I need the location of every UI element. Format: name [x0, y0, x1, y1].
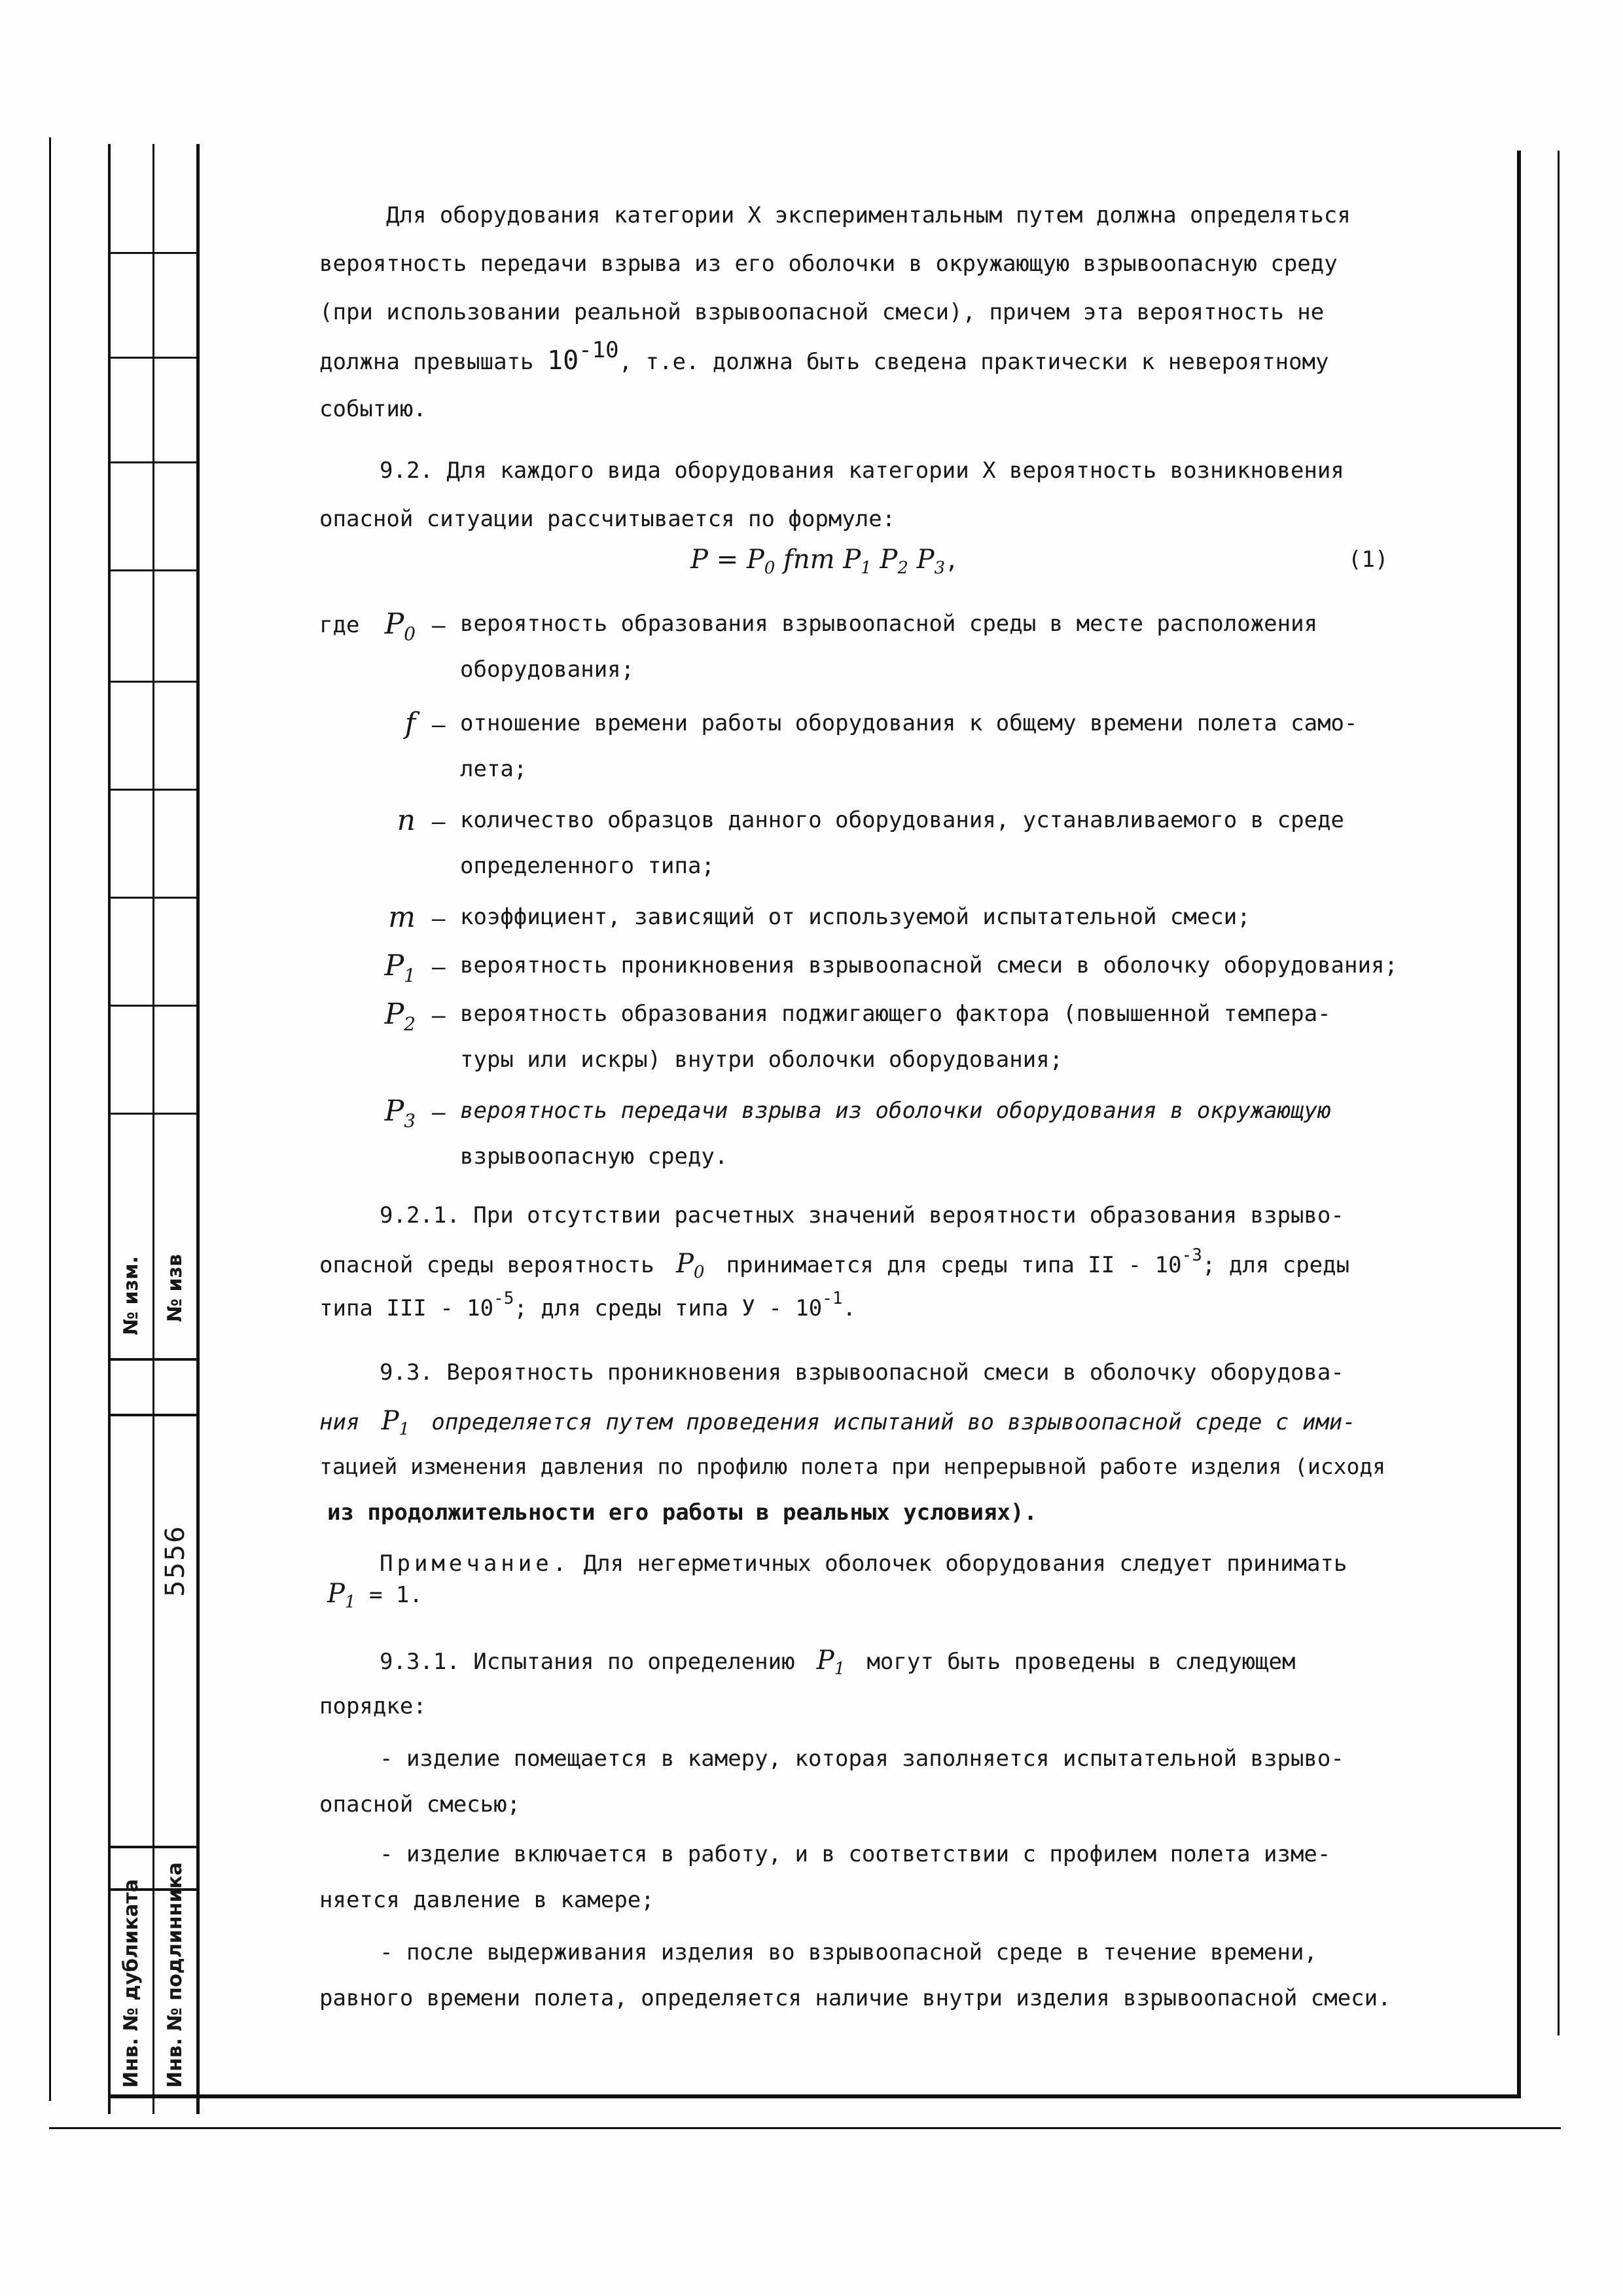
definition-line: оборудования; [460, 656, 635, 683]
definition-line: коэффициент, зависящий от используемой испытательной смеси; [460, 904, 1251, 930]
s921-exp-1: -3 [1181, 1246, 1202, 1265]
stamp-grid-line [108, 1846, 200, 1848]
frame-left-outer [49, 137, 51, 2101]
stamp-grid-line [108, 1358, 200, 1361]
intro-line-3: (при использовании реальной взрывоопасной смеси), причем эта вероятность не [319, 299, 1325, 325]
definition-symbol [363, 949, 416, 986]
definition-dash: – [432, 809, 446, 835]
definition-symbol-sub: 3 [404, 1110, 416, 1132]
note-symbol-p1: $P_1$ [327, 1579, 356, 1612]
stamp-inv-duplicate: Инв. № дубликата [120, 1878, 143, 2088]
s921-text-c: ; для среды [1202, 1252, 1350, 1278]
definition-line: взрывоопасную среду. [460, 1143, 728, 1170]
definition-symbol [363, 1094, 416, 1132]
formula-number: (1) [1348, 547, 1389, 573]
definition-symbol-letter: P [384, 949, 404, 982]
formula-tail: , [945, 548, 959, 574]
s931-line-1 [380, 1636, 1295, 1693]
definition-line: отношение времени работы оборудования к общему времени полета само- [460, 710, 1358, 736]
definition-symbol-letter: P [384, 1094, 404, 1128]
s931-text-a: 9.3.1. Испытания по определению [380, 1649, 795, 1675]
intro-power-base: 10 [547, 346, 579, 376]
definition-symbol-sub: 1 [404, 965, 416, 986]
s921-exp-3: -1 [822, 1289, 843, 1308]
stamp-change-no: № изм. [120, 1256, 143, 1335]
s931-line-2: порядке: [319, 1693, 427, 1719]
definition-symbol-letter: P [384, 997, 404, 1031]
stamp-grid-line [108, 681, 200, 683]
stamp-grid-line [108, 1113, 200, 1115]
formula-1 [690, 535, 959, 592]
intro-power-exp: -10 [579, 337, 619, 363]
s921-text-b: принимается для среды типа II - 10 [726, 1252, 1182, 1278]
stamp-notice-no: № изв [164, 1254, 187, 1322]
s921-text-d: типа III - 10 [319, 1295, 494, 1321]
s921-line-1: 9.2.1. При отсутствии расчетных значений вероятности образования взрыво- [380, 1202, 1344, 1229]
definition-symbol-sub: 2 [404, 1013, 416, 1035]
bullet-3-line-2: равного времени полета, определяется наличие внутри изделия взрывоопасной смеси. [319, 1985, 1391, 2011]
definition-symbol-letter: m [388, 901, 416, 934]
definition-dash: – [432, 1003, 446, 1029]
note-symbol-sub: 1 [344, 1592, 356, 1612]
frame-right [1517, 151, 1521, 2098]
formula-sub-0: 0 [764, 558, 776, 578]
frame-left-inner [196, 144, 200, 2114]
definition-symbol [363, 901, 416, 934]
intro-line-4 [319, 336, 1329, 386]
definition-line: вероятность проникновения взрывоопасной смеси в оболочку оборудования; [460, 952, 1398, 978]
formula-lhs: $P = P_0$ fnm $P_1$ $P_2$ $P_3$ [690, 545, 946, 578]
bullet-1-line-1: - изделие помещается в камеру, которая заполняется испытательной взрыво- [380, 1746, 1344, 1772]
definition-dash: – [432, 906, 446, 932]
formula-sub-1: 1 [861, 558, 872, 578]
definition-line: вероятность образования взрывоопасной среды в месте расположения [460, 611, 1318, 637]
s921-text-f: . [842, 1295, 857, 1321]
s921-text-e: ; для среды типа У - 10 [514, 1295, 823, 1321]
definition-symbol [363, 804, 416, 837]
intro-text: должна превышать [319, 349, 534, 375]
stamp-grid-line [108, 357, 200, 359]
s93-text-a: ния [319, 1409, 360, 1435]
stamp-grid-line [108, 789, 200, 791]
bullet-2-line-2: няется давление в камере; [319, 1887, 654, 1913]
definition-dash: – [432, 1100, 446, 1126]
s93-symbol-sub: 1 [399, 1420, 410, 1439]
s93-text-b: определяется путем проведения испытаний во взрывоопасной среде с ими- [431, 1409, 1356, 1435]
s93-line-3: тацией изменения давления по профилю полета при непрерывной работе изделия (исходя [319, 1454, 1386, 1479]
bullet-1-line-2: опасной смесью; [319, 1791, 521, 1818]
stamp-grid-line [108, 1414, 200, 1416]
bullet-3-line-1: - после выдерживания изделия во взрывоопасной среде в течение времени, [380, 1939, 1317, 1965]
note-text: Для негерметичных оболочек оборудования следует принимать [583, 1551, 1347, 1577]
stamp-grid-line [108, 1005, 200, 1007]
s92-line-1: 9.2. Для каждого вида оборудования категории X вероятность возникновения [380, 457, 1344, 484]
intro-line-2: вероятность передачи взрыва из его оболочки в окружающую взрывоопасную среду [319, 251, 1338, 277]
bullet-2-line-1: - изделие включается в работу, и в соответствии с профилем полета изме- [380, 1841, 1331, 1867]
where-label: где [319, 612, 360, 638]
definition-line: туры или искры) внутри оболочки оборудования; [460, 1047, 1063, 1073]
definition-line: количество образцов данного оборудования, устанавливаемого в среде [460, 807, 1345, 833]
s93-line-1: 9.3. Вероятность проникновения взрывоопасной смеси в оболочку оборудова- [380, 1359, 1344, 1386]
intro-line-5: событию. [319, 396, 427, 422]
stamp-grid-line [108, 569, 200, 571]
definition-symbol [363, 607, 416, 645]
definition-line: вероятность передачи взрыва из оболочки оборудования в окружающую [460, 1098, 1331, 1124]
definition-symbol-letter: f [404, 707, 416, 740]
stamp-number: 5556 [160, 1525, 190, 1597]
definition-symbol [363, 707, 416, 740]
s921-line-3 [319, 1284, 856, 1333]
definition-symbol-letter: P [384, 607, 404, 641]
s921-symbol-p0: $P_0$ [668, 1249, 705, 1282]
s931-symbol-sub: 1 [834, 1659, 846, 1679]
frame-right-outer [1558, 151, 1560, 2036]
formula-mid: fnm P [775, 545, 861, 575]
stamp-inv-original: Инв. № подлинника [164, 1862, 187, 2088]
definition-dash: – [432, 954, 446, 980]
note-line-1 [380, 1539, 1347, 1588]
note-label: Примечание. [380, 1551, 571, 1577]
s921-exp-2: -5 [493, 1289, 514, 1308]
intro-line-1: Для оборудования категории X экспериментальным путем должна определяться [386, 202, 1351, 228]
s92-line-2: опасной ситуации рассчитывается по формуле: [319, 506, 896, 532]
s931-text-b: могут быть проведены в следующем [866, 1649, 1296, 1675]
s921-text-a: опасной среды вероятность [319, 1252, 654, 1278]
frame-bottom-outer [49, 2127, 1561, 2129]
s931-symbol-p1: $P_1$ [808, 1645, 846, 1679]
formula-lhs-text: P = P [690, 545, 764, 575]
formula-sub-3: 3 [934, 558, 946, 578]
stamp-grid-line [108, 461, 200, 463]
s93-line-4: из продолжительности его работы в реальных условиях). [327, 1499, 1037, 1526]
frame-stamp-left [108, 144, 111, 2114]
definition-symbol-letter: n [397, 804, 416, 837]
definition-dash: – [432, 712, 446, 738]
stamp-grid-line [108, 897, 200, 899]
note-line-2 [327, 1570, 423, 1626]
frame-stamp-mid [152, 144, 154, 2114]
definition-symbol-sub: 0 [404, 623, 416, 645]
s93-symbol-p1: $P_1$ [372, 1406, 410, 1439]
definition-line: определенного типа; [460, 853, 715, 879]
formula-sub-2: 2 [897, 558, 908, 578]
definition-line: лета; [460, 756, 527, 782]
intro-text-tail: , т.е. должна быть сведена практически к невероятному [618, 349, 1329, 375]
s921-symbol-sub: 0 [693, 1263, 705, 1282]
note-eq: = 1. [368, 1582, 423, 1608]
stamp-grid-line [108, 252, 200, 254]
definition-symbol [363, 997, 416, 1035]
definition-line: вероятность образования поджигающего фактора (повышенной темпера- [460, 1001, 1331, 1027]
definition-dash: – [432, 613, 446, 639]
frame-bottom [108, 2094, 1521, 2098]
